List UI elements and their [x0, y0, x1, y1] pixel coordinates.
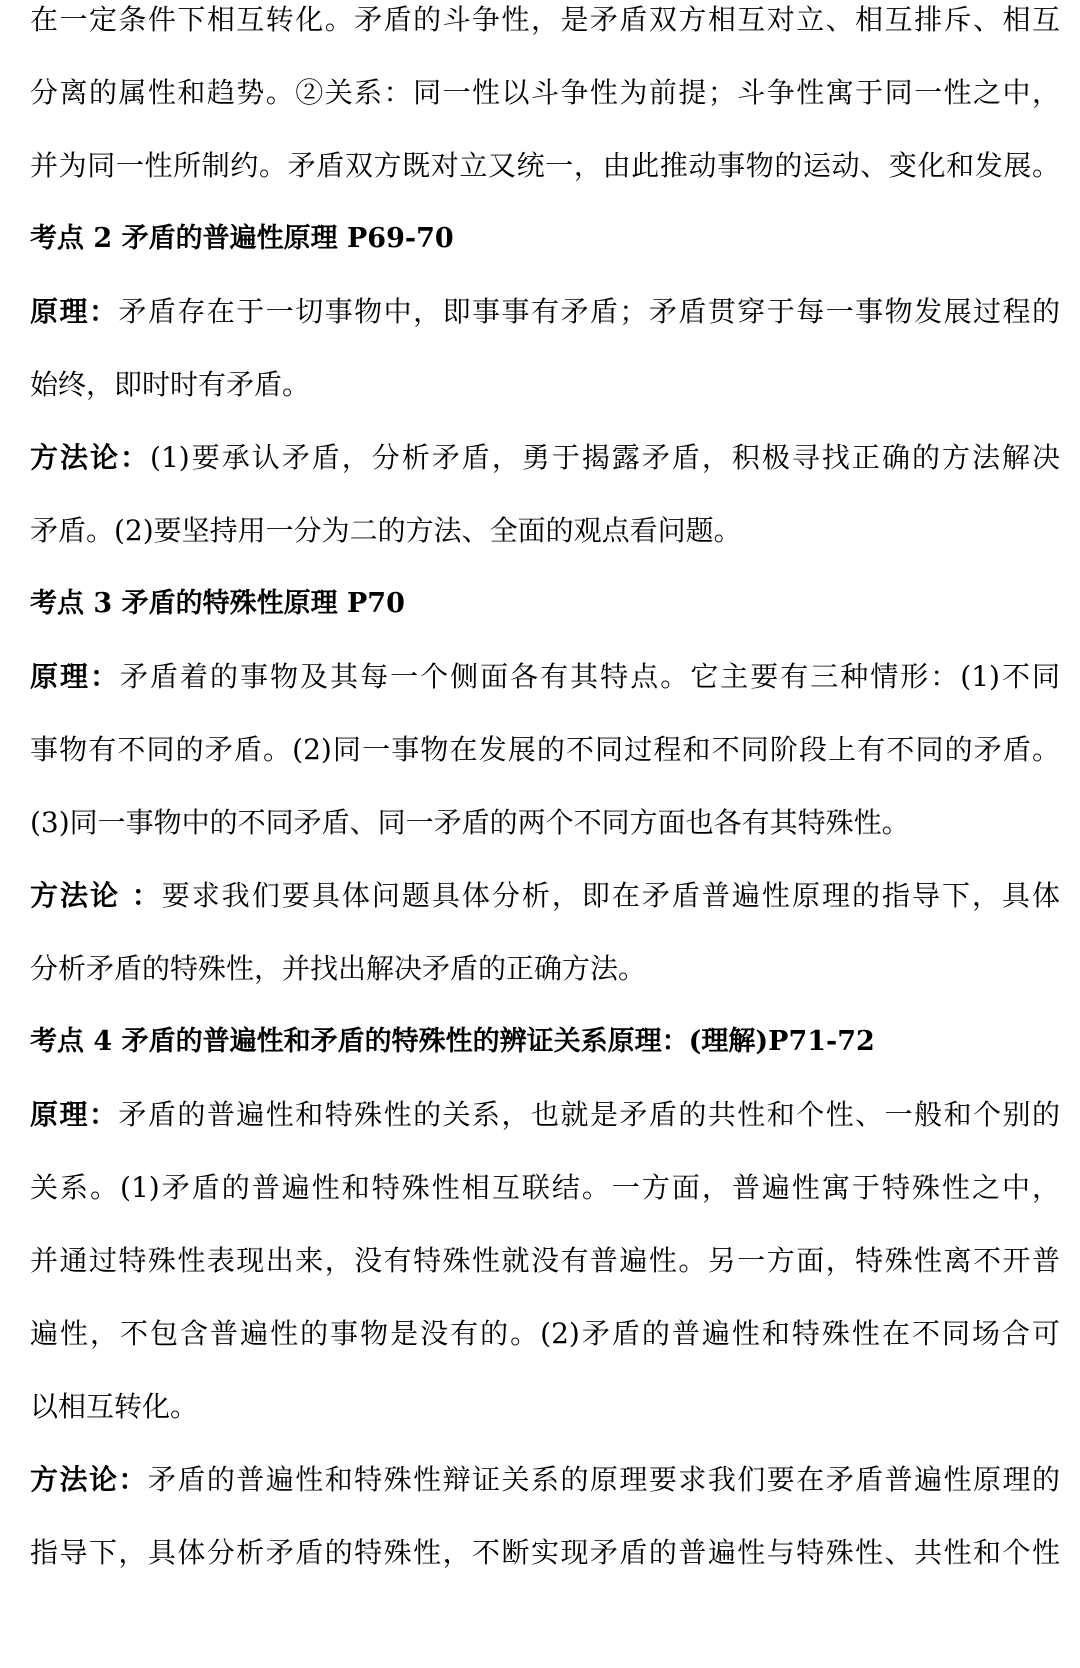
paragraph-text: 矛盾的普遍性和特殊性辩证关系的原理要求我们要在矛盾普遍性原理的 — [147, 1463, 1060, 1496]
paragraph-line — [30, 876, 1060, 916]
principle-label: 原理： — [30, 295, 119, 328]
paragraph-line: 并为同一性所制约。矛盾双方既对立又统一，由此推动事物的运动、变化和发展。 — [30, 149, 1060, 182]
paragraph-text: 矛盾着的事物及其每一个侧面各有其特点。它主要有三种情形：(1)不同 — [120, 660, 1060, 693]
paragraph-line — [30, 1095, 1060, 1135]
paragraph-text: (1)要承认矛盾，分析矛盾，勇于揭露矛盾，积极寻找正确的方法解决 — [150, 441, 1060, 474]
paragraph-text: 矛盾的普遍性和特殊性的关系，也就是矛盾的共性和个性、一般和个别的 — [118, 1098, 1060, 1131]
principle-label: 原理： — [30, 660, 121, 693]
section-heading: 考点 3 矛盾的特殊性原理 P70 — [30, 588, 405, 619]
section-heading: 考点 2 矛盾的普遍性原理 P69-70 — [30, 223, 454, 254]
paragraph-line — [30, 1460, 1060, 1500]
paragraph-line — [30, 657, 1060, 697]
paragraph-line: 分析矛盾的特殊性，并找出解决矛盾的正确方法。 — [30, 952, 647, 985]
paragraph-line — [30, 438, 1060, 478]
paragraph-line: (3)同一事物中的不同矛盾、同一矛盾的两个不同方面也各有其特殊性。 — [30, 806, 910, 839]
paragraph-line — [30, 292, 1060, 332]
paragraph-line: 分离的属性和趋势。②关系：同一性以斗争性为前提；斗争性寓于同一性之中， — [30, 76, 1060, 109]
paragraph-line: 并通过特殊性表现出来，没有特殊性就没有普遍性。另一方面，特殊性离不开普 — [30, 1244, 1060, 1277]
paragraph-line: 以相互转化。 — [30, 1390, 199, 1423]
methodology-label: 方法论： — [30, 441, 151, 474]
paragraph-line: 在一定条件下相互转化。矛盾的斗争性，是矛盾双方相互对立、相互排斥、相互 — [30, 3, 1060, 36]
paragraph-line: 遍性，不包含普遍性的事物是没有的。(2)矛盾的普遍性和特殊性在不同场合可 — [30, 1317, 1060, 1350]
paragraph-line: 始终，即时时有矛盾。 — [30, 368, 311, 401]
paragraph-text: 矛盾存在于一切事物中，即事事有矛盾；矛盾贯穿于每一事物发展过程的 — [118, 295, 1060, 328]
section-heading: 考点 4 矛盾的普遍性和矛盾的特殊性的辨证关系原理：(理解)P71-72 — [30, 1026, 875, 1057]
methodology-label: 方法论 ： — [30, 879, 162, 912]
paragraph-line: 指导下，具体分析矛盾的特殊性，不断实现矛盾的普遍性与特殊性、共性和个性 — [30, 1536, 1060, 1569]
paragraph-line: 事物有不同的矛盾。(2)同一事物在发展的不同过程和不同阶段上有不同的矛盾。 — [30, 733, 1060, 766]
principle-label: 原理： — [30, 1098, 119, 1131]
paragraph-line: 关系。(1)矛盾的普遍性和特殊性相互联结。一方面，普遍性寓于特殊性之中， — [30, 1171, 1060, 1204]
paragraph-line: 矛盾。(2)要坚持用一分为二的方法、全面的观点看问题。 — [30, 514, 742, 547]
methodology-label: 方法论： — [30, 1463, 148, 1496]
paragraph-text: 要求我们要具体问题具体分析，即在矛盾普遍性原理的指导下，具体 — [161, 879, 1061, 912]
